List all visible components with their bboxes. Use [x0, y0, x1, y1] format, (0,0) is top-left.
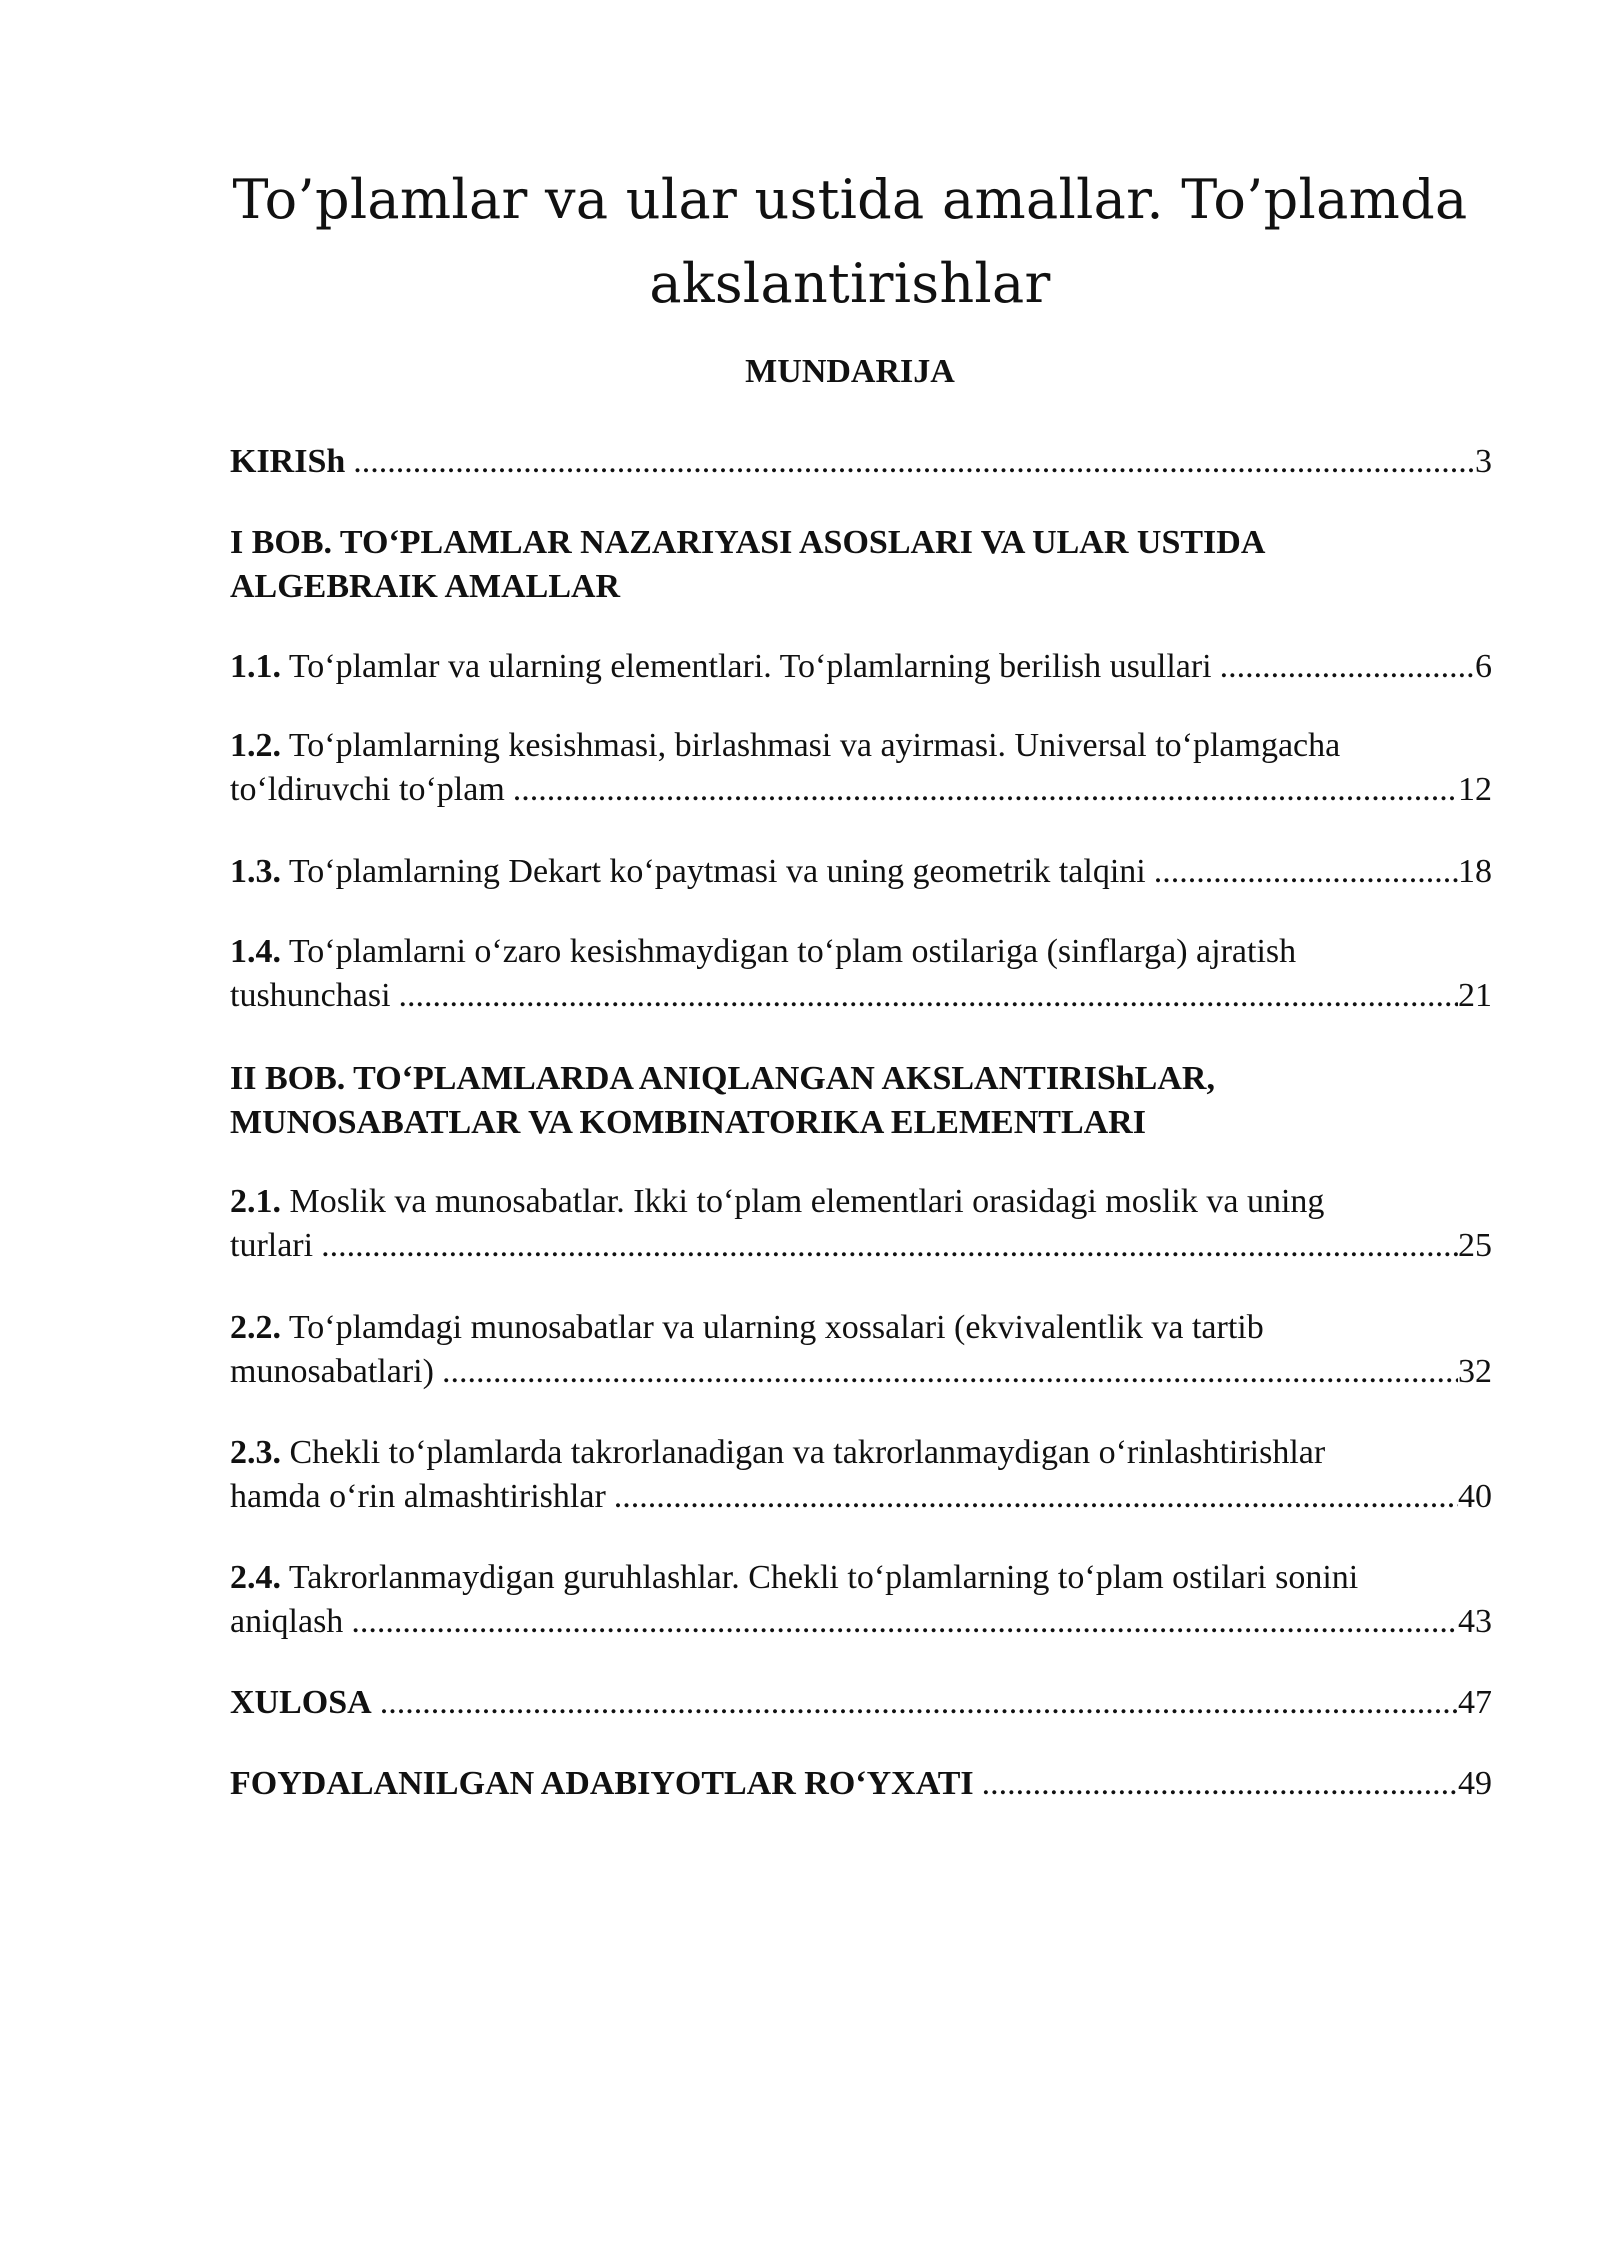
dot-leader: [313, 1224, 1458, 1268]
page-number: 12: [1458, 771, 1492, 808]
section-title-line-2: aniqlash: [230, 1603, 344, 1640]
page-number: 47: [1458, 1684, 1492, 1721]
chapter-2-line-2: MUNOSABATLAR VA KOMBINATORIKA ELEMENTLARI: [230, 1104, 1146, 1141]
conclusion-label: XULOSA: [230, 1684, 372, 1721]
section-title-line-1: Moslik va munosabatlar. Ikki to‘plam elementlari orasidagi moslik va uning: [289, 1183, 1325, 1220]
toc-entry-1-3[interactable]: [230, 850, 1492, 894]
page-number: 43: [1458, 1603, 1492, 1640]
page-number: 18: [1458, 853, 1492, 890]
toc-entry-1-1[interactable]: [230, 645, 1492, 689]
section-title-line-2: to‘ldiruvchi to‘plam: [230, 771, 505, 808]
section-title: To‘plamlarning Dekart ko‘paytmasi va uning geometrik talqini: [288, 853, 1146, 890]
dot-leader: [1212, 645, 1475, 689]
toc-entry-references[interactable]: [230, 1762, 1492, 1806]
section-number: 2.2.: [230, 1309, 281, 1346]
toc-entry-2-1[interactable]: [230, 1180, 1492, 1268]
chapter-2-line-1: II BOB. TO‘PLAMLARDA ANIQLANGAN AKSLANTIRIShLAR,: [230, 1060, 1215, 1097]
toc-entry-conclusion[interactable]: [230, 1681, 1492, 1725]
dot-leader: [1146, 850, 1458, 894]
section-number: 2.4.: [230, 1559, 281, 1596]
page-number: 6: [1475, 648, 1492, 685]
page-number: 32: [1458, 1353, 1492, 1390]
section-number: 2.1.: [230, 1183, 281, 1220]
dot-leader: [372, 1681, 1458, 1725]
toc-entry-2-3[interactable]: [230, 1431, 1492, 1519]
toc-entry-intro[interactable]: [230, 440, 1492, 484]
section-number: 1.1.: [230, 648, 281, 685]
toc-chapter-2[interactable]: [230, 1057, 1492, 1145]
section-title-line-2: munosabatlari): [230, 1353, 434, 1390]
page-number: 49: [1458, 1765, 1492, 1802]
chapter-1-line-2: ALGEBRAIK AMALLAR: [230, 568, 621, 605]
section-title-line-1: Chekli to‘plamlarda takrorlanadigan va takrorlanmaydigan o‘rinlashtirishlar: [289, 1434, 1326, 1471]
toc-heading: MUNDARIJA: [745, 353, 955, 390]
section-title-line-1: To‘plamdagi munosabatlar va ularning xossalari (ekvivalentlik va tartib: [288, 1309, 1264, 1346]
page-number: 21: [1458, 977, 1492, 1014]
page-number: 25: [1458, 1227, 1492, 1264]
toc-entry-2-4[interactable]: [230, 1556, 1492, 1644]
dot-leader: [974, 1762, 1458, 1806]
page-number: 40: [1458, 1478, 1492, 1515]
dot-leader: [606, 1475, 1458, 1519]
toc-entry-2-2[interactable]: [230, 1306, 1492, 1394]
section-title: To‘plamlar va ularning elementlari. To‘plamlarning berilish usullari: [288, 648, 1212, 685]
dot-leader: [343, 1600, 1458, 1644]
section-title-line-2: turlari: [230, 1227, 314, 1264]
toc-entry-1-4[interactable]: [230, 930, 1492, 1018]
section-title-line-2: tushunchasi: [230, 977, 391, 1014]
section-title-line-1: To‘plamlarni o‘zaro kesishmaydigan to‘plam ostilariga (sinflarga) ajratish: [288, 933, 1297, 970]
section-title-line-1: Takrorlanmaydigan guruhlashlar. Chekli to‘plamlarning to‘plam ostilari sonini: [288, 1559, 1359, 1596]
section-number: 1.4.: [230, 933, 281, 970]
intro-label: KIRISh: [230, 443, 346, 480]
document-title: [180, 158, 1520, 326]
toc-chapter-1[interactable]: [230, 521, 1492, 609]
dot-leader: [391, 974, 1458, 1018]
title-line-1: To’plamlar va ular ustida amallar. To’plamda: [232, 168, 1468, 231]
page-number: 3: [1475, 443, 1492, 480]
references-label: FOYDALANILGAN ADABIYOTLAR RO‘YXATI: [230, 1765, 974, 1802]
dot-leader: [345, 440, 1475, 484]
dot-leader: [434, 1350, 1458, 1394]
section-title-line-1: To‘plamlarning kesishmasi, birlashmasi va ayirmasi. Universal to‘plamgacha: [288, 727, 1341, 764]
section-number: 1.3.: [230, 853, 281, 890]
section-title-line-2: hamda o‘rin almashtirishlar: [230, 1478, 606, 1515]
chapter-1-line-1: I BOB. TO‘PLAMLAR NAZARIYASI ASOSLARI VA ULAR USTIDA: [230, 524, 1266, 561]
section-number: 1.2.: [230, 727, 281, 764]
toc-entry-1-2[interactable]: [230, 724, 1492, 812]
title-line-2: akslantirishlar: [649, 252, 1051, 315]
dot-leader: [505, 768, 1458, 812]
section-number: 2.3.: [230, 1434, 281, 1471]
